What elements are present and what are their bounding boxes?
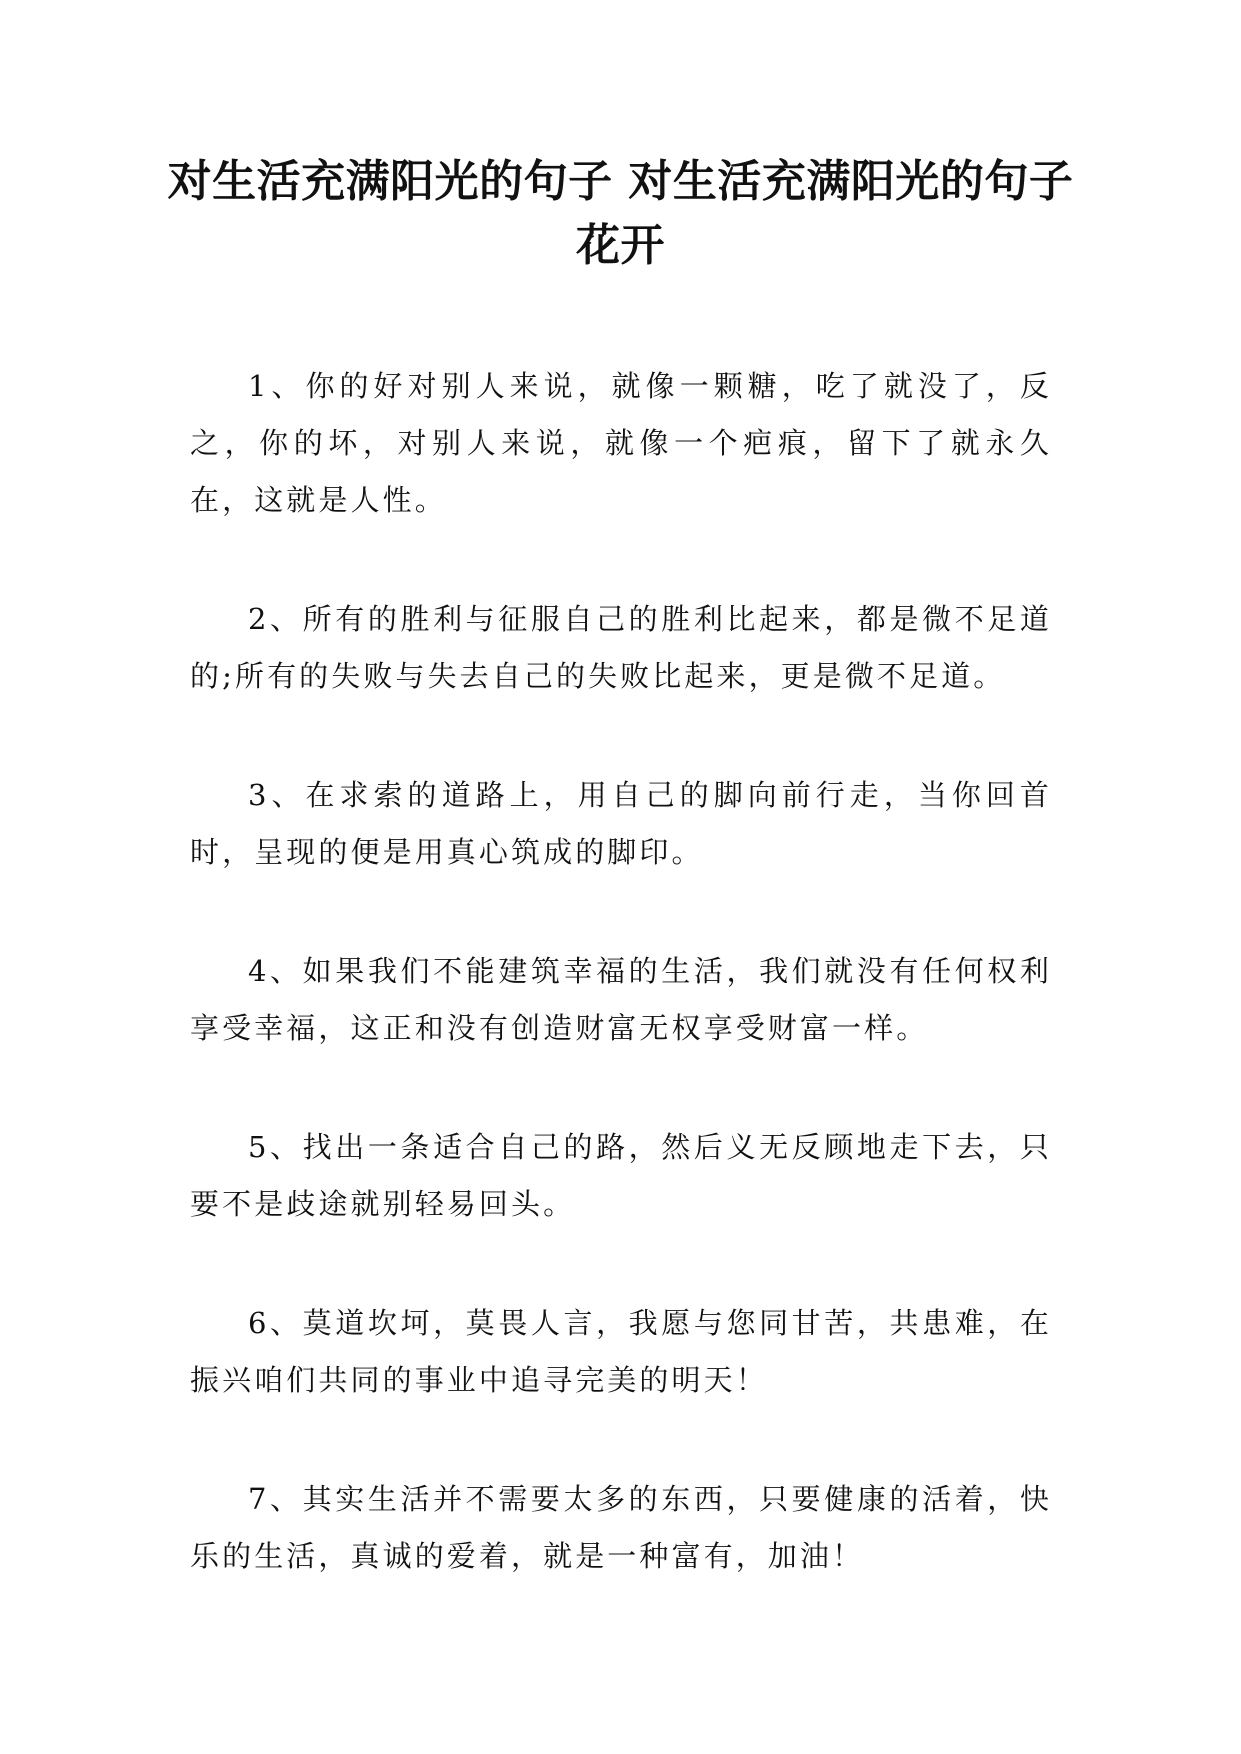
paragraph-7: 7、其实生活并不需要太多的东西，只要健康的活着，快乐的生活，真诚的爱着，就是一种富有，加油！ [190, 1482, 1052, 1573]
paragraph-2: 2、所有的胜利与征服自己的胜利比起来，都是微不足道的;所有的失败与失去自己的失败比起来，更是微不足道。 [190, 602, 1052, 693]
paragraph-5: 5、找出一条适合自己的路，然后义无反顾地走下去，只要不是歧途就别轻易回头。 [190, 1130, 1052, 1221]
paragraph-4: 4、如果我们不能建筑幸福的生活，我们就没有任何权利享受幸福，这正和没有创造财富无权享受财富一样。 [190, 954, 1052, 1045]
paragraph-3: 3、在求索的道路上，用自己的脚向前行走，当你回首时，呈现的便是用真心筑成的脚印。 [190, 778, 1052, 869]
document-body [190, 358, 1052, 1647]
paragraph-1: 1、你的好对别人来说，就像一颗糖，吃了就没了，反之，你的坏，对别人来说，就像一个疤痕，留下了就永久在，这就是人性。 [190, 369, 1052, 517]
paragraph-6: 6、莫道坎坷，莫畏人言，我愿与您同甘苦，共患难，在振兴咱们共同的事业中追寻完美的明天！ [190, 1306, 1052, 1397]
document-title: 对生活充满阳光的句子 对生活充满阳光的句子 花开 [167, 156, 1074, 271]
